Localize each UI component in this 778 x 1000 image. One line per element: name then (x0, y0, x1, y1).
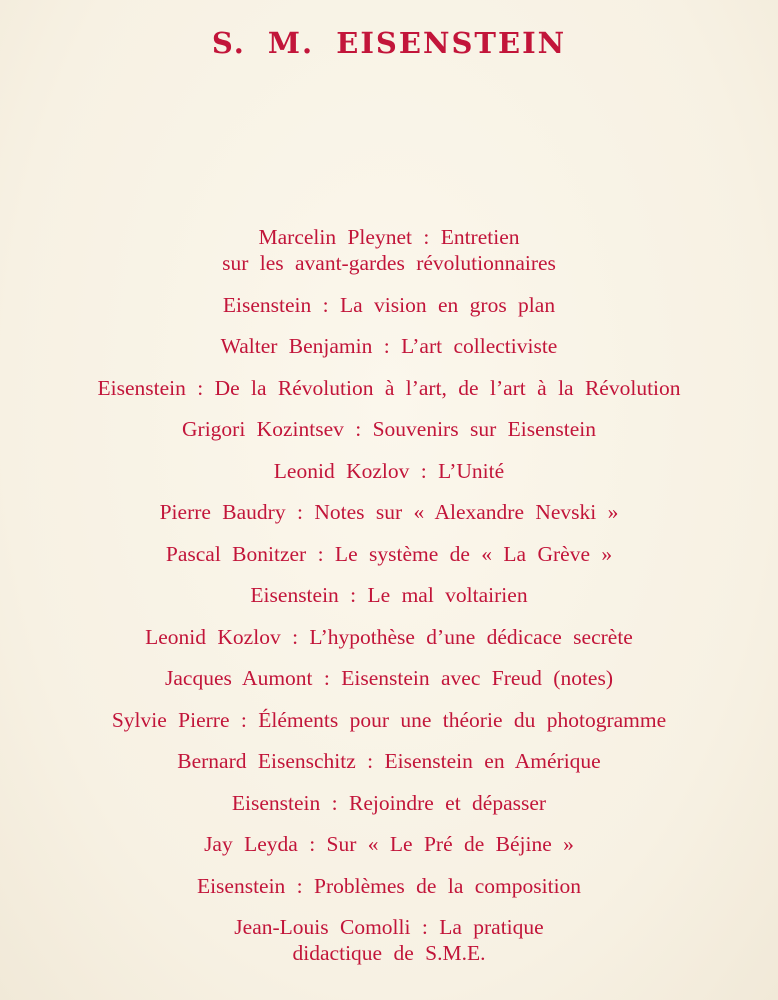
toc-entry-line: Grigori Kozintsev : Souvenirs sur Eisenstein (182, 417, 596, 441)
toc-entry-line: Eisenstein : De la Révolution à l’art, de l’art à la Révolution (97, 375, 681, 400)
toc-entry (0, 375, 778, 401)
toc-entry (0, 914, 778, 966)
toc-entry-line: Pierre Baudry : Notes sur « Alexandre Nevski » (159, 500, 619, 524)
toc-entry (0, 707, 778, 733)
toc-entry (0, 873, 778, 899)
toc-entry (0, 292, 778, 318)
toc-entry-line: Leonid Kozlov : L’Unité (273, 458, 505, 483)
toc-entry-line: Eisenstein : Problèmes de la composition (196, 873, 582, 898)
toc-entry (0, 416, 778, 442)
toc-entry-line: didactique de S.M.E. (292, 941, 486, 965)
toc-entry (0, 458, 778, 484)
toc-entry (0, 224, 778, 276)
toc-entry-line: Sylvie Pierre : Éléments pour une théorie du photogramme (111, 707, 667, 732)
toc-entry-line: Jay Leyda : Sur « Le Pré de Béjine » (204, 832, 574, 856)
toc-entry-line: Jacques Aumont : Eisenstein avec Freud (notes) (165, 666, 613, 690)
toc-entry-line: Eisenstein : Rejoindre et dépasser (231, 790, 547, 815)
toc-entry-line: Marcelin Pleynet : Entretien (258, 225, 520, 249)
page-title: S. M. EISENSTEIN (211, 26, 567, 60)
toc-entry-line: Leonid Kozlov : L’hypothèse d’une dédicace secrète (145, 624, 633, 649)
toc-entry-line: Jean-Louis Comolli : La pratique (234, 915, 544, 939)
toc-entry (0, 748, 778, 774)
toc-entry (0, 665, 778, 691)
toc-entry-line: sur les avant-gardes révolutionnaires (222, 251, 556, 275)
toc-entry (0, 499, 778, 525)
toc-entry-line: Eisenstein : Le mal voltairien (250, 583, 528, 607)
table-of-contents (0, 224, 778, 982)
toc-entry-line: Eisenstein : La vision en gros plan (222, 292, 556, 317)
toc-entry (0, 541, 778, 567)
toc-entry-line: Bernard Eisenschitz : Eisenstein en Amérique (177, 749, 601, 773)
toc-entry (0, 831, 778, 857)
toc-entry-line: Walter Benjamin : L’art collectiviste (220, 334, 558, 358)
toc-entry (0, 582, 778, 608)
toc-entry-line: Pascal Bonitzer : Le système de « La Grève » (165, 541, 613, 566)
toc-entry (0, 790, 778, 816)
toc-entry (0, 624, 778, 650)
toc-entry (0, 333, 778, 359)
